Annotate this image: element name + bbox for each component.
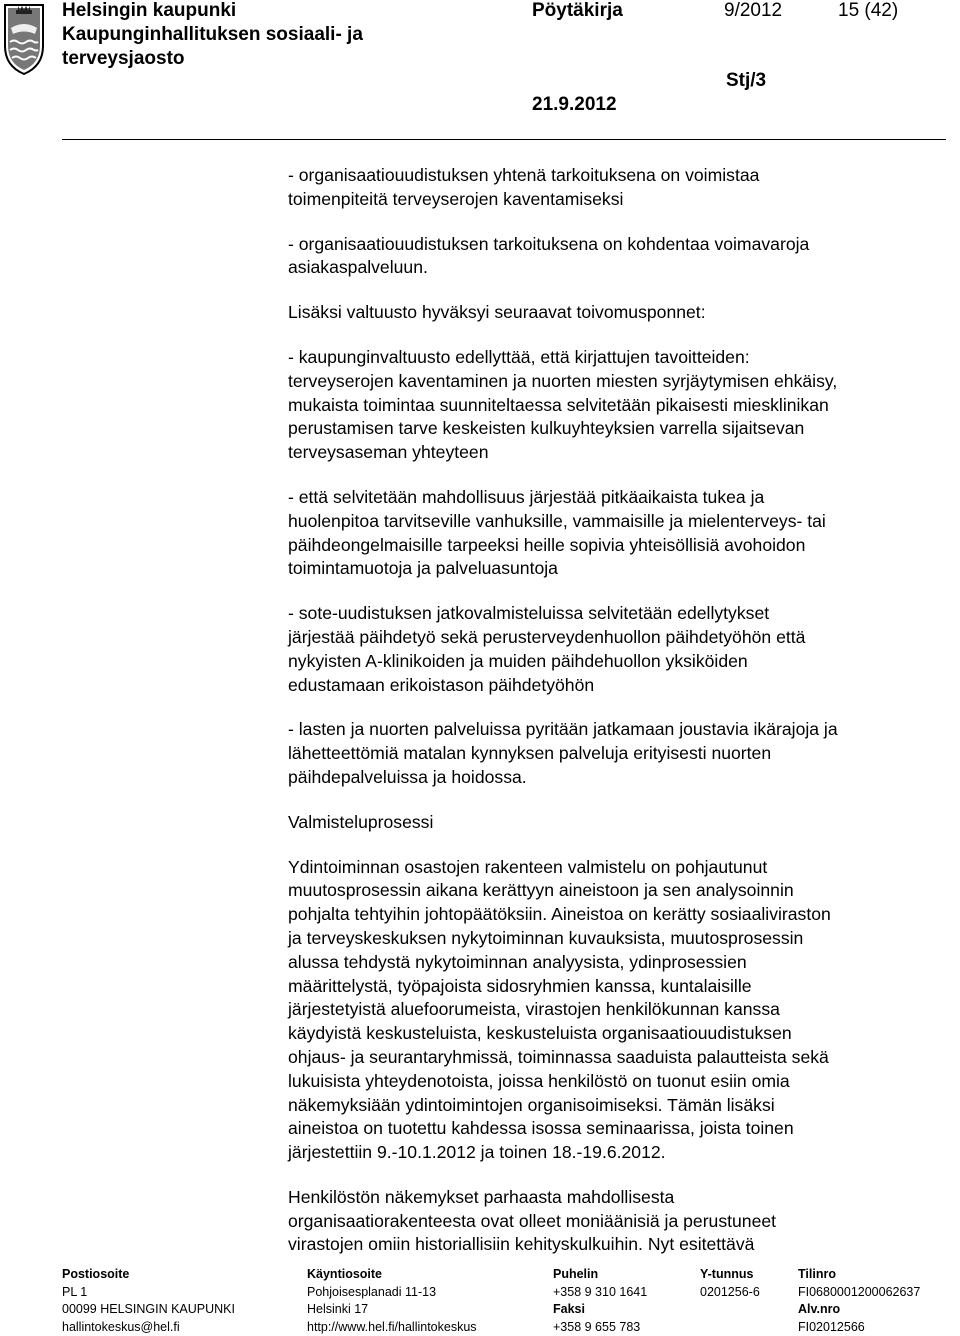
footer-email[interactable]: hallintokeskus@hel.fi <box>62 1319 180 1334</box>
body-text-line: ja terveyskeskuksen nykytoiminnan kuvauksista, muutosprosessin <box>288 927 804 948</box>
footer-account-number: FI0680001200062637 <box>798 1284 921 1299</box>
footer-account <box>798 1266 920 1336</box>
footer-fax-heading: Faksi <box>553 1302 585 1317</box>
body-text-line: Lisäksi valtuusto hyväksyi seuraavat toivomusponnet: <box>288 302 706 323</box>
body-text-line: toimenpiteitä terveyserojen kaventamiseksi <box>288 188 624 209</box>
footer-postal-address <box>62 1266 235 1336</box>
paragraph-gap <box>288 280 948 301</box>
document-number: 9/2012 <box>724 0 783 21</box>
body-text-line: virastojen omiin historiallisiin kehityskulkuihin. Nyt esitettävä <box>288 1234 755 1255</box>
paragraph-gap <box>288 581 948 602</box>
document-type: Pöytäkirja <box>532 0 623 21</box>
footer-phone-heading: Puhelin <box>553 1267 599 1281</box>
body-text-line: määrittelystä, työpajoista sidosryhmien kanssa, kuntalaisille <box>288 975 752 996</box>
body-text-line: toimintamuotoja ja palveluasuntoja <box>288 558 558 579</box>
body-text-line: asiakaspalveluun. <box>288 257 428 278</box>
body-text-line: järjestettiin 9.-10.1.2012 ja toinen 18.-19.6.2012. <box>288 1142 666 1163</box>
section-code: Stj/3 <box>726 70 767 91</box>
body-text-line: järjestää päihdetyö sekä perusterveydenhuollon päihdetyöhön että <box>288 626 806 647</box>
body-text-line: päihdeongelmaisille tarpeeksi heille sopivia yhteisöllisiä avohoidon <box>288 534 806 555</box>
body-text-line: päihdepalveluissa ja hoidossa. <box>288 766 527 787</box>
footer-postal-line2: 00099 HELSINGIN KAUPUNKI <box>62 1302 235 1317</box>
body-text-line: organisaatiorakenteesta ovat olleet moniäänisiä ja perustuneet <box>288 1210 777 1231</box>
footer-visit-address <box>307 1266 477 1336</box>
body-text-line: lähetteettömiä matalan kynnyksen palveluja erityisesti nuorten <box>288 743 772 764</box>
header-divider <box>62 139 946 140</box>
body-text-line: - organisaatiouudistuksen yhtenä tarkoituksena on voimistaa <box>288 165 760 185</box>
body-text-line: perustamisen tarve keskeisten kulkuyhteyksien varrella sijaitsevan <box>288 418 805 439</box>
org-name-line2: Kaupunginhallituksen sosiaali- ja <box>62 24 363 45</box>
body-text-line: muutosprosessin aikana kerättyyn aineistoon ja sen analysoinnin <box>288 880 794 901</box>
footer-account-heading: Tilinro <box>798 1267 836 1281</box>
body-text-line: mukaista toimintaa suunniteltaessa selvitetään pikaisesti miesklinikan <box>288 394 829 415</box>
paragraph-gap <box>288 325 948 346</box>
body-text-line: Henkilöstön näkemykset parhaasta mahdollisesta <box>288 1186 675 1207</box>
footer-business-id <box>700 1266 760 1301</box>
minutes-body <box>288 164 948 1257</box>
footer-vat-number: FI02012566 <box>798 1319 865 1334</box>
body-text-line: järjestetyistä aluefoorumeista, virastojen henkilökunnan kanssa <box>288 999 780 1020</box>
footer-ytunnus-value: 0201256-6 <box>700 1284 760 1299</box>
footer-postal-line1: PL 1 <box>62 1284 88 1299</box>
body-text-line: terveyserojen kaventaminen ja nuorten miesten syrjäytymisen ehkäisy, <box>288 370 838 391</box>
paragraph-gap <box>288 1165 948 1186</box>
footer-vat-heading: Alv.nro <box>798 1302 841 1317</box>
body-text-line: Ydintoiminnan osastojen rakenteen valmistelu on pohjautunut <box>288 856 768 877</box>
footer-fax-number: +358 9 655 783 <box>553 1319 641 1334</box>
meeting-date: 21.9.2012 <box>532 94 617 115</box>
body-text-line: huolenpitoa tarvitseville vanhuksille, vammaisille ja mielenterveys- tai <box>288 510 826 531</box>
paragraph-gap <box>288 212 948 233</box>
footer-visit-line2: Helsinki 17 <box>307 1302 369 1317</box>
paragraph-gap <box>288 465 948 486</box>
body-text-line: lukuisista yhteydenotoista, joissa henkilöstö on tuonut esiin omia <box>288 1070 790 1091</box>
paragraph-gap <box>288 790 948 811</box>
paragraph-gap <box>288 835 948 856</box>
footer-phone-number: +358 9 310 1641 <box>553 1284 648 1299</box>
body-text-line: terveysaseman yhteyteen <box>288 442 489 463</box>
page-number: 15 (42) <box>838 0 899 21</box>
paragraph-gap <box>288 697 948 718</box>
body-text-line: aineistoa on tuotettu kahdessa isossa seminaarissa, joista toinen <box>288 1118 794 1139</box>
footer-phone <box>553 1266 647 1336</box>
footer-visit-line1: Pohjoisesplanadi 11-13 <box>307 1284 437 1299</box>
body-text-line: pohjalta tehtyihin johtopäätöksiin. Aineistoa on kerätty sosiaaliviraston <box>288 904 831 925</box>
body-text-line: - lasten ja nuorten palveluissa pyritään jatkamaan joustavia ikärajoja ja <box>288 719 838 740</box>
body-text-line: - organisaatiouudistuksen tarkoituksena on kohdentaa voimavaroja <box>288 233 810 254</box>
body-text-line: ohjaus- ja seurantaryhmissä, toiminnassa saaduista palautteista sekä <box>288 1046 829 1067</box>
body-text-line: - kaupunginvaltuusto edellyttää, että kirjattujen tavoitteiden: <box>288 346 750 367</box>
body-text-line: näkemyksiään ydintoimintojen organisoimiseksi. Tämän lisäksi <box>288 1094 775 1115</box>
body-text-line: edustamaan erikoistason päihdetyöhön <box>288 674 595 695</box>
body-text-line: nykyisten A-klinikoiden ja muiden päihdehuollon yksiköiden <box>288 650 748 671</box>
footer-postal-heading: Postiosoite <box>62 1267 130 1281</box>
helsinki-crest-logo <box>2 2 46 76</box>
org-name-line3: terveysjaosto <box>62 48 185 69</box>
body-text-line: - sote-uudistuksen jatkovalmisteluissa selvitetään edellytykset <box>288 603 770 624</box>
body-text-line: Valmisteluprosessi <box>288 811 434 832</box>
org-name-line1: Helsingin kaupunki <box>62 0 237 21</box>
footer-ytunnus-heading: Y-tunnus <box>700 1267 754 1281</box>
footer-website-link[interactable]: http://www.hel.fi/hallintokeskus <box>307 1319 477 1334</box>
footer-visit-heading: Käyntiosoite <box>307 1267 383 1281</box>
body-text-line: - että selvitetään mahdollisuus järjestää pitkäaikaista tukea ja <box>288 486 765 507</box>
body-text-line: käydyistä keskusteluista, keskusteluista organisaatiouudistuksen <box>288 1023 792 1044</box>
body-text-line: alussa tehdystä nykytoiminnan analyysista, ydinprosessien <box>288 951 747 972</box>
